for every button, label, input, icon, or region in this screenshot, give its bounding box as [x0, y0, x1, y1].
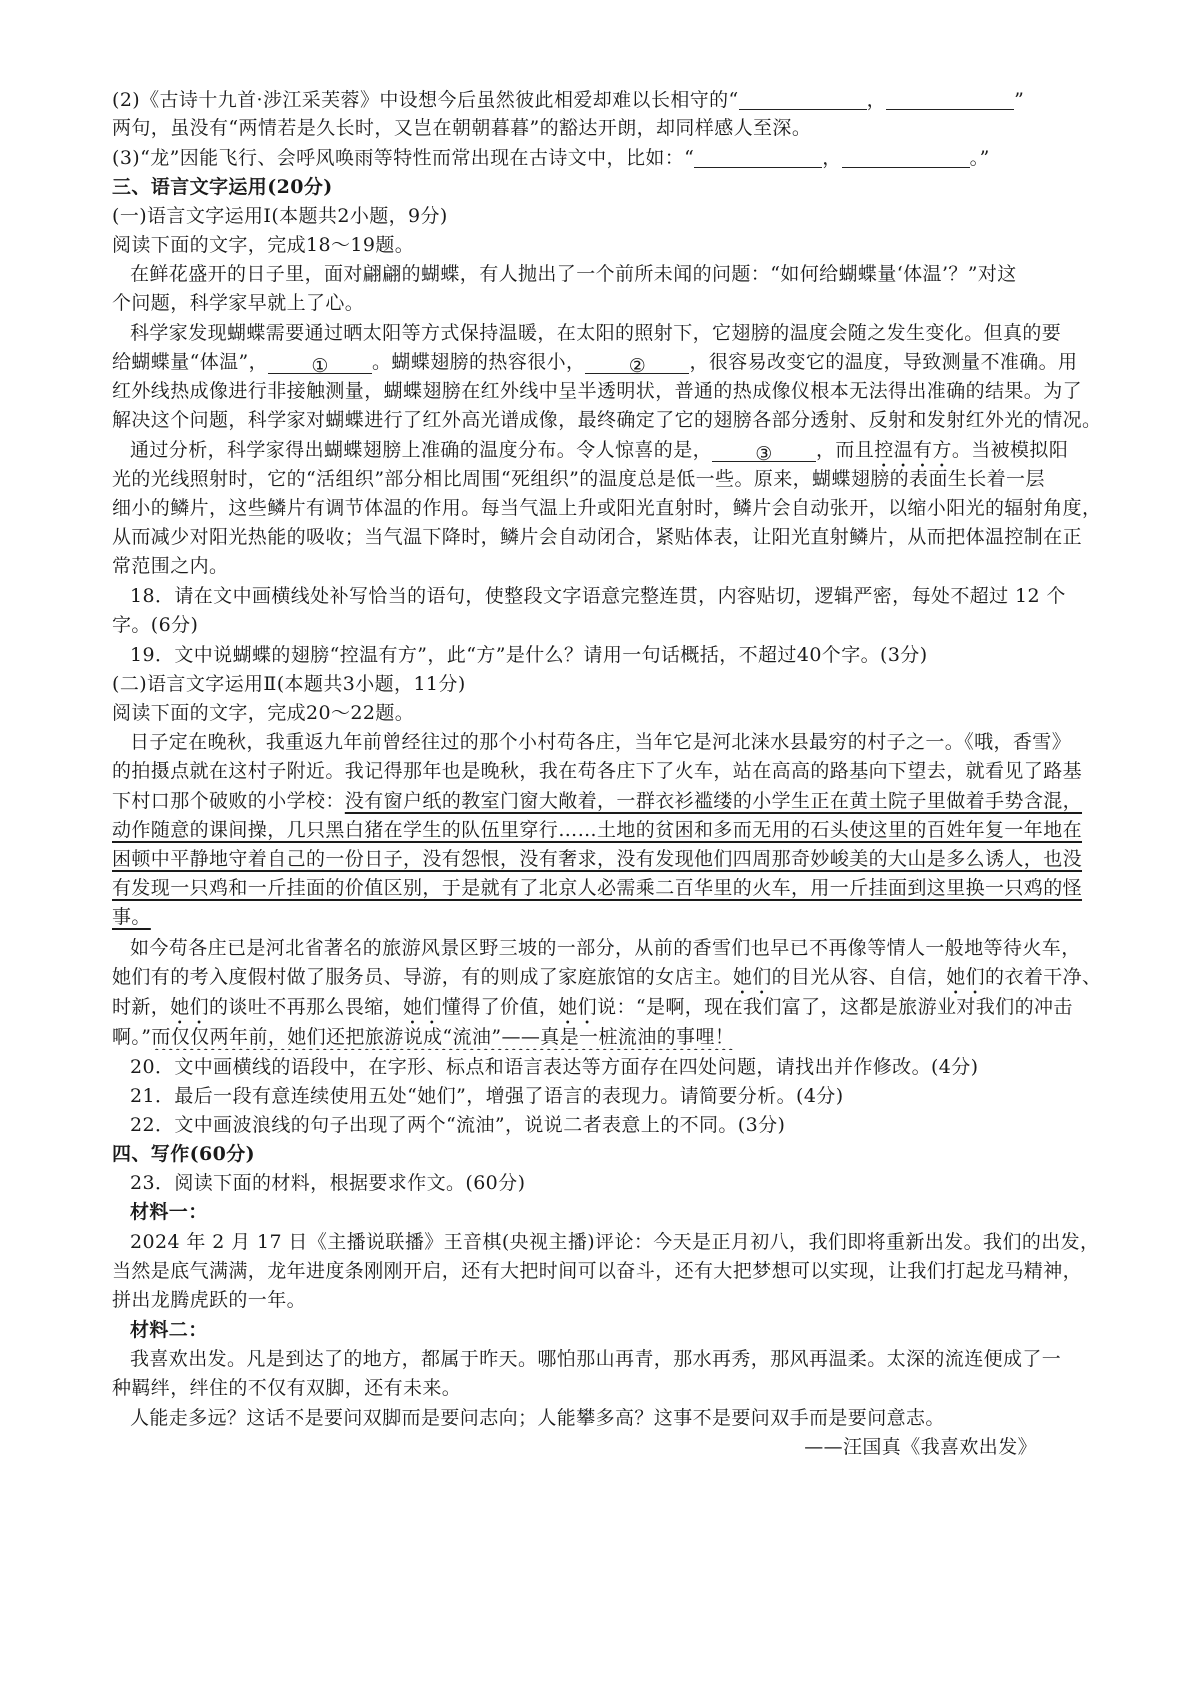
material-1-title: 材料一： [130, 1201, 208, 1223]
blank-2[interactable]: ② [585, 353, 689, 374]
passage1-p1-line: 个问题，科学家早就上了心。 [112, 292, 365, 314]
passage2-p1-line: 日子定在晚秋，我重返九年前曾经往过的那个小村苟各庄，当年它是河北涞水县最穷的村子之一。《哦，香雪》 [130, 731, 1072, 753]
section4-title: 四、写作(60分) [112, 1143, 256, 1165]
emphasis-text: 控温有方 [874, 439, 952, 461]
passage1-p3-line: 光的光线照射时，它的“活组织”部分相比周围“死组织”的温度总是低一些。原来，蝴蝶翅膀的表面生长着一层 [112, 468, 1045, 490]
passage1-p2-line: 红外线热成像进行非接触测量，蝴蝶翅膀在红外线中呈半透明状，普通的热成像仪根本无法得出准确的结果。为了 [112, 380, 1083, 402]
material-1-line: 当然是底气满满，龙年进度条刚刚开启，还有大把时间可以奋斗，还有大把梦想可以实现，让我们打起龙马精神， [112, 1260, 1083, 1282]
read-instruction-2: 阅读下面的文字，完成20～22题。 [112, 702, 415, 724]
passage2-p2-line: 啊。”而仅仅两年前，她们还把旅游说成“流油”——真是一桩流油的事哩！ [112, 1026, 735, 1048]
question-20: 20．文中画横线的语段中，在字形、标点和语言表达等方面存在四处问题，请找出并作修改。(4分) [130, 1056, 979, 1078]
question-19: 19．文中说蝴蝶的翅膀“控温有方”，此“方”是什么？请用一句话概括，不超过40个字。(3分) [130, 644, 928, 666]
question-23: 23．阅读下面的材料，根据要求作文。(60分) [130, 1172, 526, 1194]
passage1-p3-line: 细小的鳞片，这些鳞片有调节体温的作用。每当气温上升或阳光直射时，鳞片会自动张开，以缩小阳光的辐射角度， [112, 497, 1102, 519]
passage2-underlined-line: 动作随意的课间操，几只黑白猪在学生的队伍里穿行……土地的贫困和多而无用的石头使这里的百姓年复一年地在 [112, 819, 1083, 841]
passage1-p3-line: 常范围之内。 [112, 555, 229, 577]
material-1-line: 2024 年 2 月 17 日《主播说联播》王音棋(央视主播)评论：今天是正月初八，我们即将重新出发。我们的出发， [130, 1231, 1100, 1253]
passage2-underlined-line: 事。 [112, 906, 151, 928]
underlined-text: 没有窗户纸的教室门窗大敞着，一群衣衫褴缕的小学生正在黄土院子里做着手势含混， [344, 790, 1083, 812]
passage2-underlined-line: 有发现一只鸡和一斤挂面的价值区别，于是就有了北京人必需乘二百华里的火车，用一斤挂面到这里换一只鸡的怪 [112, 877, 1083, 899]
answer-blank[interactable] [694, 147, 822, 168]
material-2-line: 我喜欢出发。凡是到达了的地方，都属于昨天。哪怕那山再青，那水再秀，那风再温柔。太深的流连便成了一 [130, 1348, 1062, 1370]
material-2-title: 材料二： [130, 1319, 208, 1341]
blank-3[interactable]: ③ [712, 441, 816, 462]
wavy-underlined-text: 而仅仅两年前，她们还把旅游说成“流油”——真是一桩流油的事哩！ [151, 1026, 735, 1048]
passage1-p3-line: 从而减少对阳光热能的吸收；当气温下降时，鳞片会自动闭合，紧贴体表，让阳光直射鳞片，从而把体温控制在正 [112, 526, 1083, 548]
material-1-line: 拼出龙腾虎跃的一年。 [112, 1289, 307, 1311]
passage2-p2-line: 时新，她们的谈吐不再那么畏缩，她们懂得了价值，她们说：“是啊，现在我们富了，这都是旅游业对我们的冲击 [112, 996, 1073, 1018]
question-22: 22．文中画波浪线的句子出现了两个“流油”，说说二者表意上的不同。(3分) [130, 1114, 786, 1136]
part2-title: (二)语言文字运用Ⅱ(本题共3小题，11分) [112, 673, 466, 695]
q17-3-line: (3)“龙”因能飞行、会呼风唤雨等特性而常出现在古诗文中，比如：“ ， 。” [112, 147, 990, 169]
q17-2-line1: (2)《古诗十九首·涉江采芙蓉》中设想今后虽然彼此相爱却难以长相守的“ ， ” [112, 89, 1025, 111]
section3-title: 三、语言文字运用(20分) [112, 176, 333, 198]
question-18: 18．请在文中画横线处补写恰当的语句，使整段文字语意完整连贯，内容贴切，逻辑严密，每处不超过 12 个 [130, 585, 1066, 607]
blank-1[interactable]: ① [268, 353, 372, 374]
passage2-underlined-line: 困顿中平静地守着自己的一份日子，没有怨恨，没有奢求，没有发现他们四周那奇妙峻美的大山是多么诱人，也没 [112, 848, 1083, 870]
passage2-p2-line: 她们有的考入度假村做了服务员、导游，有的则成了家庭旅馆的女店主。她们的目光从容、自信，她们的衣着干净、 [112, 966, 1102, 988]
passage2-p1-line: 下村口那个破败的小学校：没有窗户纸的教室门窗大敞着，一群衣衫褴缕的小学生正在黄土院子里做着手势含混， [112, 790, 1083, 812]
part1-title: (一)语言文字运用Ⅰ(本题共2小题，9分) [112, 205, 448, 227]
passage1-p2-line: 给蝴蝶量“体温”， ① 。蝴蝶翅膀的热容很小， ② ，很容易改变它的温度，导致测量不准确。用 [112, 351, 1078, 375]
material-2-line: 人能走多远？这话不是要问双脚而是要问志向；人能攀多高？这事不是要问双手而是要问意志。 [130, 1407, 945, 1429]
answer-blank[interactable] [842, 147, 970, 168]
answer-blank[interactable] [886, 89, 1014, 110]
passage1-p2-line: 解决这个问题，科学家对蝴蝶进行了红外高光谱成像，最终确定了它的翅膀各部分透射、反射和发射红外光的情况。 [112, 409, 1102, 431]
passage2-p2-line: 如今苟各庄已是河北省著名的旅游风景区野三坡的一部分，从前的香雪们也早已不再像等情人一般地等待火车， [130, 937, 1081, 959]
question-21: 21．最后一段有意连续使用五处“她们”，增强了语言的表现力。请简要分析。(4分) [130, 1085, 844, 1107]
read-instruction-1: 阅读下面的文字，完成18～19题。 [112, 234, 415, 256]
material-2-source: ——汪国真《我喜欢出发》 [804, 1436, 1037, 1458]
answer-blank[interactable] [739, 89, 867, 110]
q17-2-line2: 两句，虽没有“两情若是久长时，又岂在朝朝暮暮”的豁达开朗，却同样感人至深。 [112, 117, 812, 139]
passage1-p2-line: 科学家发现蝴蝶需要通过晒太阳等方式保持温暖，在太阳的照射下，它翅膀的温度会随之发生变化。但真的要 [130, 322, 1062, 344]
passage2-p1-line: 的拍摄点就在这村子附近。我记得那年也是晚秋，我在苟各庄下了火车，站在高高的路基向下望去，就看见了路基 [112, 760, 1083, 782]
passage1-p1-line: 在鲜花盛开的日子里，面对翩翩的蝴蝶，有人抛出了一个前所未闻的问题：“如何给蝴蝶量‘体温’？”对这 [130, 263, 1017, 285]
passage1-p3-line: 通过分析，科学家得出蝴蝶翅膀上准确的温度分布。令人惊喜的是， ③ ，而且控温有方。当被模拟阳 [130, 439, 1069, 465]
question-18: 字。(6分) [112, 614, 199, 636]
material-2-line: 种羁绊，绊住的不仅有双脚，还有未来。 [112, 1377, 462, 1399]
